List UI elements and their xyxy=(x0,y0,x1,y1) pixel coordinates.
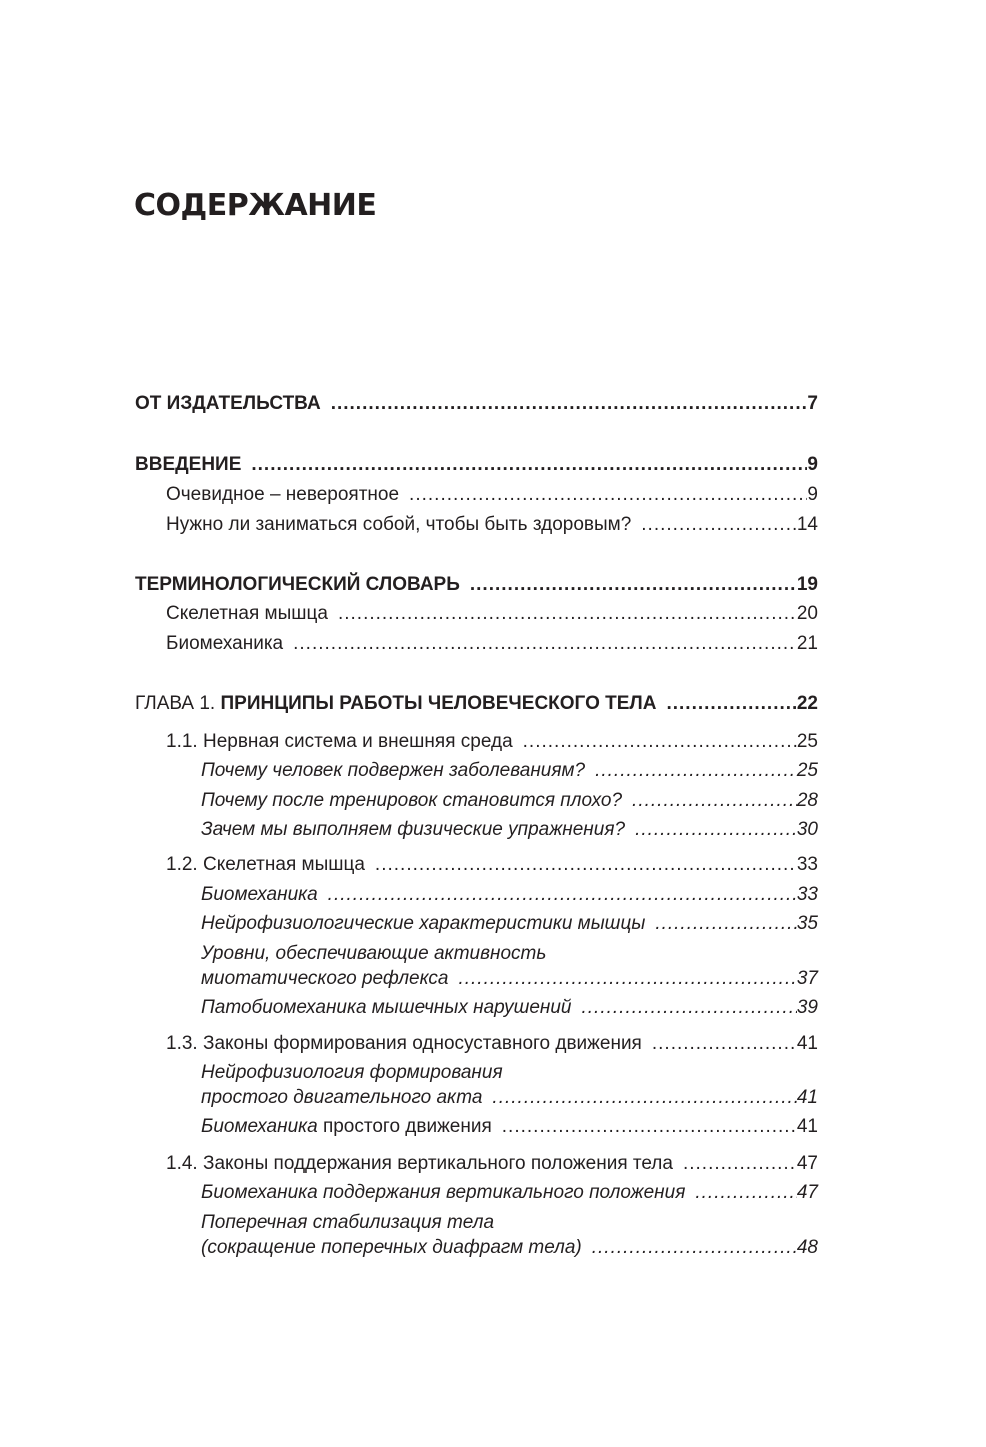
toc-entry-section-1-4-a[interactable] xyxy=(201,1181,818,1205)
toc-entry-glossary-1[interactable] xyxy=(166,602,818,626)
toc-leader xyxy=(458,967,796,991)
toc-page: 41 xyxy=(796,1087,818,1108)
toc-page: 20 xyxy=(796,603,818,624)
toc-title: Биомеханика xyxy=(166,633,284,654)
toc-title: 1.2. Скелетная мышца xyxy=(166,854,365,875)
toc-page: 33 xyxy=(796,884,818,905)
toc-leader xyxy=(652,1032,797,1056)
toc-entry-section-1-2-b[interactable] xyxy=(201,912,818,936)
toc-entry-section-1-3[interactable] xyxy=(166,1032,818,1056)
toc-page: 33 xyxy=(796,854,818,875)
toc-leader xyxy=(251,453,807,477)
toc-title xyxy=(135,692,666,716)
toc-page: 37 xyxy=(796,968,818,989)
toc-entry-section-1-1-b[interactable] xyxy=(201,789,818,813)
toc-title: Биомеханика xyxy=(201,884,318,905)
toc-page: 41 xyxy=(796,1116,818,1137)
toc-entry-section-1-3-a[interactable] xyxy=(201,1086,818,1110)
toc-title: Почему человек подвержен заболеваниям? xyxy=(201,760,586,781)
toc-page: 25 xyxy=(796,760,818,781)
toc-leader xyxy=(683,1152,797,1176)
toc-entry-glossary-2[interactable] xyxy=(166,632,818,656)
toc-title: Биомеханика поддержания вертикального положения xyxy=(201,1182,686,1203)
toc-title xyxy=(201,1115,502,1139)
toc-page: 41 xyxy=(796,1033,818,1054)
toc-entry-intro[interactable] xyxy=(135,453,818,477)
toc-page: 39 xyxy=(796,997,818,1018)
toc-title: 1.3. Законы формирования односуставного движения xyxy=(166,1033,642,1054)
toc-page: 22 xyxy=(796,693,818,714)
toc-page: 21 xyxy=(796,633,818,654)
toc-entry-section-1-4-b[interactable] xyxy=(201,1236,818,1260)
toc-page: 48 xyxy=(796,1237,818,1258)
toc-title: ТЕРМИНОЛОГИЧЕСКИЙ СЛОВАРЬ xyxy=(135,574,460,595)
toc-entry-section-1-2-c[interactable] xyxy=(201,967,818,991)
toc-leader xyxy=(582,996,797,1020)
toc-entry-section-1-2-c-line1: Уровни, обеспечивающие активность xyxy=(201,943,547,964)
toc-page: 47 xyxy=(796,1182,818,1203)
toc-title: Нужно ли заниматься собой, чтобы быть здоровым? xyxy=(166,514,632,535)
toc-page: 47 xyxy=(796,1153,818,1174)
toc-leader xyxy=(328,883,797,907)
toc-page: 19 xyxy=(796,574,818,595)
toc-entry-section-1-2[interactable] xyxy=(166,853,818,877)
toc-leader xyxy=(632,789,797,813)
toc-entry-section-1-2-d[interactable] xyxy=(201,996,818,1020)
toc-title: Почему после тренировок становится плохо? xyxy=(201,790,623,811)
toc-title: (сокращение поперечных диафрагм тела) xyxy=(201,1237,582,1258)
toc-leader xyxy=(502,1115,797,1139)
chapter-prefix: ГЛАВА 1. xyxy=(135,693,216,714)
toc-leader xyxy=(409,483,807,507)
toc-leader xyxy=(338,602,797,626)
toc-page: 9 xyxy=(807,454,818,475)
toc-title: Скелетная мышца xyxy=(166,603,328,624)
toc-title-rest: простого движения xyxy=(317,1116,492,1137)
toc-leader xyxy=(492,1086,796,1110)
toc-leader xyxy=(595,759,797,783)
toc-entry-section-1-1-a[interactable] xyxy=(201,759,818,783)
toc-title: 1.4. Законы поддержания вертикального положения тела xyxy=(166,1153,673,1174)
toc-entry-glossary[interactable] xyxy=(135,573,818,597)
toc-page: 14 xyxy=(796,514,818,535)
toc-leader xyxy=(375,853,797,877)
toc-title: ОТ ИЗДАТЕЛЬСТВА xyxy=(135,393,321,414)
toc-entry-publisher[interactable] xyxy=(135,392,818,416)
toc-title: Патобиомеханика мышечных нарушений xyxy=(201,997,572,1018)
toc-entry-section-1-4-b-line1: Поперечная стабилизация тела xyxy=(201,1212,495,1233)
toc-title: 1.1. Нервная система и внешняя среда xyxy=(166,731,513,752)
toc-page: 9 xyxy=(807,484,818,505)
toc-page: 7 xyxy=(807,393,818,414)
toc-page: 25 xyxy=(796,731,818,752)
toc-leader xyxy=(655,912,797,936)
toc-entry-section-1-1-c[interactable] xyxy=(201,818,818,842)
chapter-title: ПРИНЦИПЫ РАБОТЫ ЧЕЛОВЕЧЕСКОГО ТЕЛА xyxy=(220,693,657,714)
toc-title: миотатического рефлекса xyxy=(201,968,449,989)
toc-entry-section-1-3-a-line1: Нейрофизиология формирования xyxy=(201,1062,503,1083)
toc-entry-chapter-1[interactable] xyxy=(135,692,818,716)
toc-leader xyxy=(470,573,797,597)
toc-title-italic: Биомеханика xyxy=(201,1116,318,1137)
toc-entry-section-1-2-a[interactable] xyxy=(201,883,818,907)
toc-leader xyxy=(635,818,797,842)
toc-leader xyxy=(695,1181,797,1205)
toc-leader xyxy=(293,632,797,656)
toc-title: ВВЕДЕНИЕ xyxy=(135,454,242,475)
page-title: СОДЕРЖАНИЕ xyxy=(134,188,377,223)
toc-entry-section-1-1[interactable] xyxy=(166,730,818,754)
toc-title: Зачем мы выполняем физические упражнения? xyxy=(201,819,626,840)
toc-leader xyxy=(592,1236,797,1260)
toc-entry-section-1-4[interactable] xyxy=(166,1152,818,1176)
toc-page: 30 xyxy=(796,819,818,840)
toc-title: Нейрофизиологические характеристики мышцы xyxy=(201,913,646,934)
toc-leader xyxy=(666,692,796,716)
toc-page: 28 xyxy=(796,790,818,811)
toc-title: простого двигательного акта xyxy=(201,1087,483,1108)
toc-leader xyxy=(641,513,797,537)
toc-entry-intro-2[interactable] xyxy=(166,513,818,537)
toc-entry-section-1-3-b[interactable] xyxy=(201,1115,818,1139)
toc-entry-intro-1[interactable] xyxy=(166,483,818,507)
toc-page: 35 xyxy=(796,913,818,934)
toc-title: Очевидное – невероятное xyxy=(166,484,400,505)
toc-leader xyxy=(331,392,808,416)
toc-leader xyxy=(523,730,797,754)
